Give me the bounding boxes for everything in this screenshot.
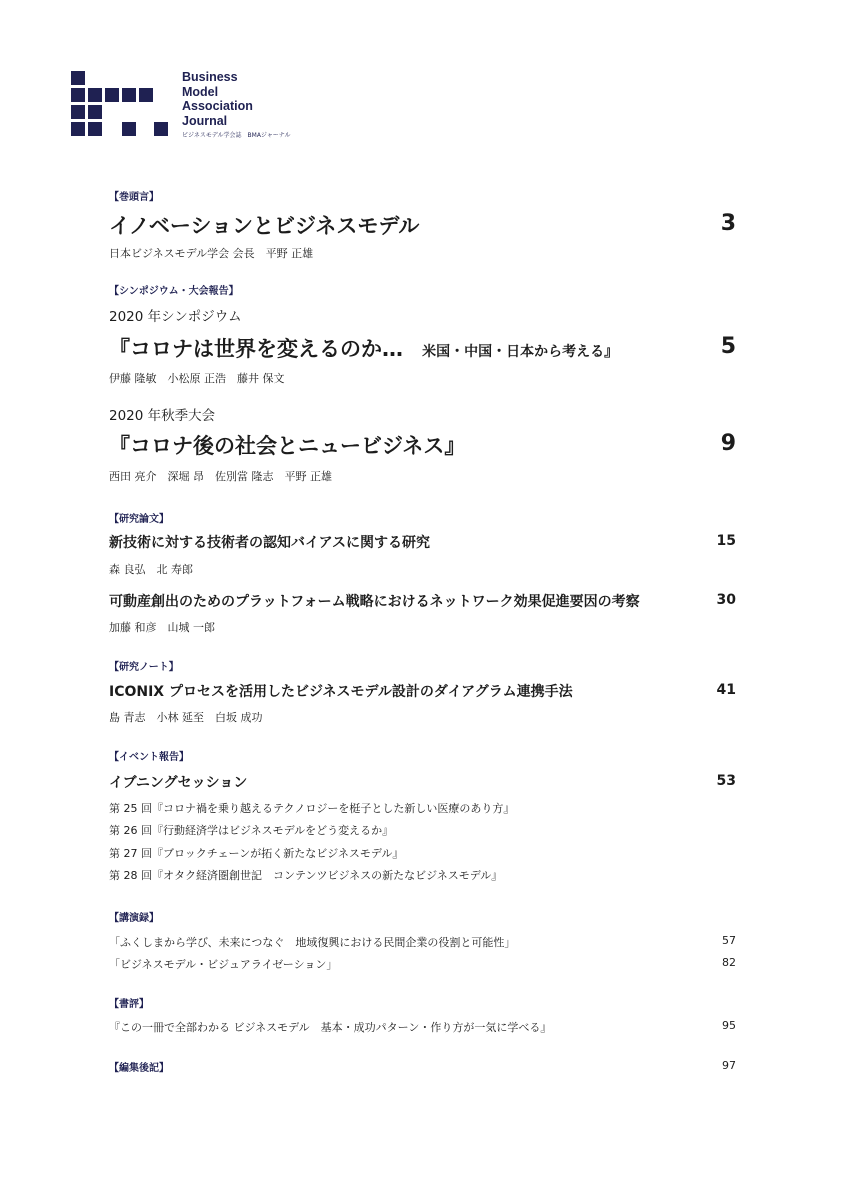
category-review: 【書評】 <box>109 999 149 1010</box>
logo-line-journal: Journal <box>182 113 228 128</box>
paper2-authors: 加藤 和彦 山城 一郎 <box>109 621 215 634</box>
category-notes: 【研究ノート】 <box>109 662 179 673</box>
symposium-title-sub: 米国・中国・日本から考える』 <box>422 344 619 360</box>
symposium-event-label: 2020 年シンポジウム <box>109 309 242 325</box>
foreword-title[interactable]: イノベーションとビジネスモデル <box>109 214 420 238</box>
symposium-title-main: 『コロナは世界を変えるのか… <box>109 337 403 361</box>
evening-session-title[interactable]: イブニングセッション <box>109 775 248 791</box>
paper2-title[interactable]: 可動産創出のためのプラットフォーム戦略におけるネットワーク効果促進要因の考察 <box>109 594 640 610</box>
paper1-authors: 森 良弘 北 寿郎 <box>109 563 193 576</box>
editorial-page: 97 <box>722 1059 736 1072</box>
logo-subtitle: ビジネスモデル学会誌 BMAジャーナル <box>182 132 291 139</box>
autumn-event-label: 2020 年秋季大会 <box>109 408 216 424</box>
autumn-authors: 西田 亮介 深堀 昂 佐別當 隆志 平野 正雄 <box>109 470 332 483</box>
evening-session-page: 53 <box>716 773 736 789</box>
category-lectures: 【講演録】 <box>109 913 159 924</box>
category-symposium: 【シンポジウム・大会報告】 <box>109 286 239 297</box>
symposium-authors: 伊藤 隆敏 小松原 正浩 藤井 保文 <box>109 372 285 385</box>
logo-wordmark <box>182 70 291 139</box>
paper1-page: 15 <box>716 533 736 549</box>
category-editorial[interactable]: 【編集後記】 <box>109 1063 169 1074</box>
event-item[interactable]: 第 26 回『行動経済学はビジネスモデルをどう変えるか』 <box>109 824 394 837</box>
category-foreword: 【巻頭言】 <box>109 192 159 203</box>
logo-mark <box>71 71 171 137</box>
event-item[interactable]: 第 28 回『オタク経済圏創世記 コンテンツビジネスの新たなビジネスモデル』 <box>109 869 503 882</box>
note-authors: 島 青志 小林 延至 白坂 成功 <box>109 711 263 724</box>
category-events: 【イベント報告】 <box>109 752 189 763</box>
review-page: 95 <box>722 1019 736 1032</box>
note-title[interactable]: ICONIX プロセスを活用したビジネスモデル設計のダイアグラム連携手法 <box>109 684 573 700</box>
lecture1-page: 57 <box>722 934 736 947</box>
logo-line-model: Model <box>182 84 219 99</box>
autumn-title[interactable]: 『コロナ後の社会とニュービジネス』 <box>109 434 466 458</box>
lecture1-title[interactable]: 「ふくしまから学び、未来につなぐ 地域復興における民間企業の役割と可能性」 <box>109 936 516 949</box>
event-item[interactable]: 第 25 回『コロナ禍を乗り越えるテクノロジーを梃子とした新しい医療のあり方』 <box>109 802 515 815</box>
paper1-title[interactable]: 新技術に対する技術者の認知バイアスに関する研究 <box>109 535 431 551</box>
symposium-title[interactable] <box>109 333 618 363</box>
autumn-page: 9 <box>720 431 736 456</box>
foreword-author: 日本ビジネスモデル学会 会長 平野 正雄 <box>109 247 314 260</box>
lecture2-page: 82 <box>722 956 736 969</box>
lecture2-title[interactable]: 「ビジネスモデル・ビジュアライゼーション」 <box>109 958 338 971</box>
category-papers: 【研究論文】 <box>109 514 169 525</box>
review-title[interactable]: 『この一冊で全部わかる ビジネスモデル 基本・成功パターン・作り方が一気に学べる』 <box>109 1021 552 1034</box>
event-item[interactable]: 第 27 回『ブロックチェーンが拓く新たなビジネスモデル』 <box>109 847 404 860</box>
logo-line-business: Business <box>182 70 238 84</box>
foreword-page: 3 <box>720 211 736 236</box>
symposium-page: 5 <box>720 334 736 359</box>
note-page: 41 <box>716 682 736 698</box>
paper2-page: 30 <box>716 592 736 608</box>
logo-line-association: Association <box>182 99 253 113</box>
